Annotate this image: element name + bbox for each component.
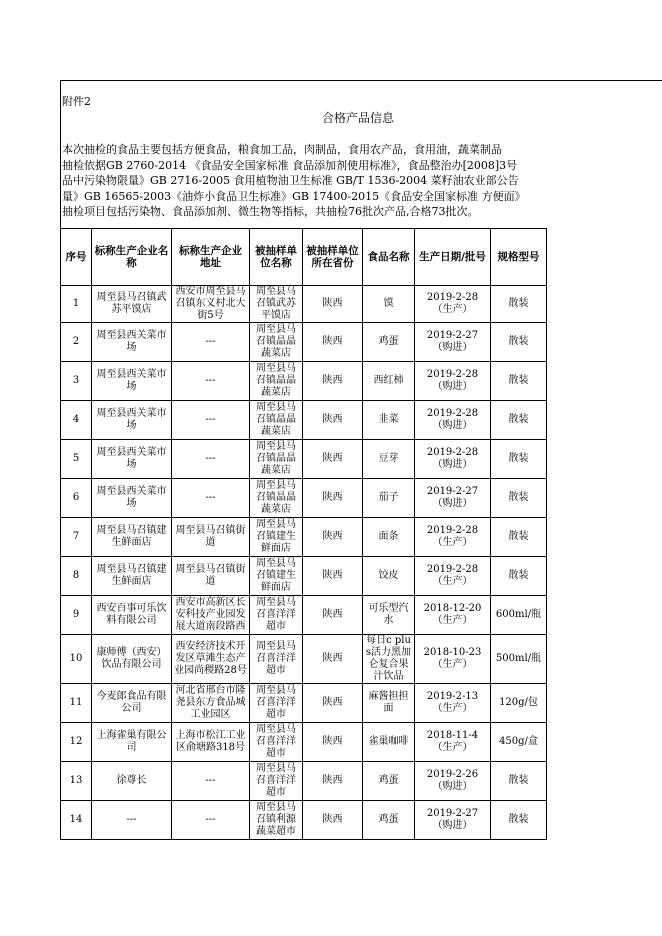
cell-index: 11 xyxy=(61,684,92,723)
cell-food-name: 鸡蛋 xyxy=(363,762,415,801)
cell-manufacturer-address: --- xyxy=(172,401,250,440)
table-header-row xyxy=(61,229,547,286)
cell-spec: 散装 xyxy=(491,557,547,596)
sheet-left-border xyxy=(60,80,61,228)
cell-food-name: 豆芽 xyxy=(363,440,415,479)
header-manufacturer-address: 标称生产企业地址 xyxy=(172,229,250,286)
table-row xyxy=(61,723,547,762)
header-sampled-unit: 被抽样单位名称 xyxy=(250,229,303,286)
cell-sampled-unit: 周至县马召喜洋洋超市 xyxy=(250,635,303,684)
cell-index: 1 xyxy=(61,286,92,323)
cell-food-name: 雀巢咖啡 xyxy=(363,723,415,762)
cell-province: 陕西 xyxy=(303,323,363,362)
table-row xyxy=(61,684,547,723)
table-row xyxy=(61,557,547,596)
cell-manufacturer-address: 西安市周至县马召镇东义村北大街5号 xyxy=(172,286,250,323)
cell-province: 陕西 xyxy=(303,684,363,723)
cell-food-name: 可乐型汽水 xyxy=(363,596,415,635)
cell-sampled-unit: 周至县马召镇建生鲜面店 xyxy=(250,557,303,596)
cell-manufacturer-address: 周至县马召镇街道 xyxy=(172,557,250,596)
cell-index: 8 xyxy=(61,557,92,596)
cell-spec: 450g/盒 xyxy=(491,723,547,762)
table-row xyxy=(61,362,547,401)
cell-sampled-unit: 周至县马召镇晶晶蔬菜店 xyxy=(250,401,303,440)
cell-index: 9 xyxy=(61,596,92,635)
header-food-name: 食品名称 xyxy=(363,229,415,286)
cell-food-name: 面条 xyxy=(363,518,415,557)
cell-spec: 120g/包 xyxy=(491,684,547,723)
cell-food-name: 鸡蛋 xyxy=(363,801,415,840)
cell-date-batch: 2019-2-28（生产） xyxy=(415,286,491,323)
cell-spec: 散装 xyxy=(491,440,547,479)
table-row xyxy=(61,762,547,801)
products-table xyxy=(60,228,547,840)
cell-sampled-unit: 周至县马召镇利源蔬菜超市 xyxy=(250,801,303,840)
table-row xyxy=(61,401,547,440)
cell-province: 陕西 xyxy=(303,401,363,440)
cell-index: 13 xyxy=(61,762,92,801)
cell-manufacturer-address: --- xyxy=(172,479,250,518)
cell-date-batch: 2019-2-28（生产） xyxy=(415,518,491,557)
cell-date-batch: 2019-2-28（购进） xyxy=(415,362,491,401)
cell-spec: 散装 xyxy=(491,286,547,323)
cell-index: 10 xyxy=(61,635,92,684)
cell-manufacturer-name: 周至县西关菜市场 xyxy=(92,401,172,440)
cell-sampled-unit: 周至县马召喜洋洋超市 xyxy=(250,723,303,762)
cell-spec: 散装 xyxy=(491,323,547,362)
cell-province: 陕西 xyxy=(303,801,363,840)
cell-spec: 散装 xyxy=(491,518,547,557)
cell-index: 12 xyxy=(61,723,92,762)
cell-index: 2 xyxy=(61,323,92,362)
cell-province: 陕西 xyxy=(303,635,363,684)
cell-spec: 600ml/瓶 xyxy=(491,596,547,635)
cell-sampled-unit: 周至县马召镇晶晶蔬菜店 xyxy=(250,440,303,479)
table-row xyxy=(61,440,547,479)
cell-sampled-unit: 周至县马召喜洋洋超市 xyxy=(250,762,303,801)
header-manufacturer-name: 标称生产企业名称 xyxy=(92,229,172,286)
cell-province: 陕西 xyxy=(303,596,363,635)
cell-sampled-unit: 周至县马召镇晶晶蔬菜店 xyxy=(250,323,303,362)
cell-manufacturer-name: 周至县西关菜市场 xyxy=(92,323,172,362)
cell-spec: 散装 xyxy=(491,362,547,401)
cell-manufacturer-address: 西安经济技术开发区草滩生态产业园尚稷路28号 xyxy=(172,635,250,684)
cell-spec: 散装 xyxy=(491,401,547,440)
cell-food-name: 韭菜 xyxy=(363,401,415,440)
header-province: 被抽样单位所在省份 xyxy=(303,229,363,286)
cell-spec: 散装 xyxy=(491,479,547,518)
cell-province: 陕西 xyxy=(303,762,363,801)
cell-date-batch: 2019-2-27（购进） xyxy=(415,801,491,840)
cell-date-batch: 2019-2-27（购进） xyxy=(415,479,491,518)
cell-date-batch: 2019-2-28（购进） xyxy=(415,401,491,440)
table-row xyxy=(61,286,547,323)
cell-province: 陕西 xyxy=(303,440,363,479)
table-row xyxy=(61,596,547,635)
table-row xyxy=(61,801,547,840)
cell-food-name: 西红柿 xyxy=(363,362,415,401)
cell-date-batch: 2019-2-28（生产） xyxy=(415,557,491,596)
cell-index: 5 xyxy=(61,440,92,479)
table-row xyxy=(61,518,547,557)
cell-province: 陕西 xyxy=(303,286,363,323)
cell-sampled-unit: 周至县马召镇晶晶蔬菜店 xyxy=(250,362,303,401)
cell-manufacturer-address: --- xyxy=(172,362,250,401)
cell-manufacturer-name: --- xyxy=(92,801,172,840)
cell-food-name: 饺皮 xyxy=(363,557,415,596)
cell-date-batch: 2018-10-23（生产） xyxy=(415,635,491,684)
table-row xyxy=(61,635,547,684)
cell-manufacturer-address: 上海市松江工业区俞塘路318号 xyxy=(172,723,250,762)
cell-food-name: 馍 xyxy=(363,286,415,323)
cell-manufacturer-name: 徐尊长 xyxy=(92,762,172,801)
cell-index: 14 xyxy=(61,801,92,840)
cell-food-name: 每日c plus活力黑加仑复合果汁饮品 xyxy=(363,635,415,684)
cell-province: 陕西 xyxy=(303,362,363,401)
sheet-top-border xyxy=(60,80,662,81)
cell-spec: 500ml/瓶 xyxy=(491,635,547,684)
cell-manufacturer-address: 西安市高新区长安科技产业园发展大道南段路西 xyxy=(172,596,250,635)
cell-index: 4 xyxy=(61,401,92,440)
cell-sampled-unit: 周至县马召镇武苏平馍店 xyxy=(250,286,303,323)
cell-manufacturer-address: --- xyxy=(172,801,250,840)
table-row xyxy=(61,323,547,362)
cell-manufacturer-address: 河北省邢台市隆尧县东方食品城工业园区 xyxy=(172,684,250,723)
header-index: 序号 xyxy=(61,229,92,286)
cell-date-batch: 2018-12-20（生产） xyxy=(415,596,491,635)
cell-manufacturer-name: 今麦郎食品有限公司 xyxy=(92,684,172,723)
description-line: 抽检项目包括污染物、食品添加剂、微生物等指标，共抽检76批次产品,合格73批次。 xyxy=(62,205,479,218)
header-spec: 规格型号 xyxy=(491,229,547,286)
cell-manufacturer-name: 周至县西关菜市场 xyxy=(92,479,172,518)
cell-index: 3 xyxy=(61,362,92,401)
cell-date-batch: 2019-2-26（购进） xyxy=(415,762,491,801)
cell-date-batch: 2018-11-4（生产） xyxy=(415,723,491,762)
cell-index: 7 xyxy=(61,518,92,557)
description xyxy=(62,142,662,220)
cell-manufacturer-name: 西安百事可乐饮料有限公司 xyxy=(92,596,172,635)
cell-province: 陕西 xyxy=(303,723,363,762)
cell-province: 陕西 xyxy=(303,479,363,518)
cell-spec: 散装 xyxy=(491,801,547,840)
description-line: 品中污染物限量》GB 2716-2005 食用植物油卫生标准 GB/T 1536-2004 菜籽油农业部公告 xyxy=(62,174,519,187)
cell-spec: 散装 xyxy=(491,762,547,801)
cell-manufacturer-address: --- xyxy=(172,762,250,801)
cell-sampled-unit: 周至县马召喜洋洋超市 xyxy=(250,684,303,723)
cell-date-batch: 2019-2-27（购进） xyxy=(415,323,491,362)
cell-manufacturer-name: 上海雀巢有限公司 xyxy=(92,723,172,762)
cell-index: 6 xyxy=(61,479,92,518)
cell-manufacturer-name: 周至县马召镇建生鲜面店 xyxy=(92,557,172,596)
page-title: 合格产品信息 xyxy=(322,111,395,125)
cell-manufacturer-name: 康师傅（西安）饮品有限公司 xyxy=(92,635,172,684)
cell-sampled-unit: 周至县马召镇晶晶蔬菜店 xyxy=(250,479,303,518)
cell-manufacturer-name: 周至县西关菜市场 xyxy=(92,362,172,401)
cell-sampled-unit: 周至县马召喜洋洋超市 xyxy=(250,596,303,635)
cell-province: 陕西 xyxy=(303,518,363,557)
cell-manufacturer-address: --- xyxy=(172,323,250,362)
cell-food-name: 茄子 xyxy=(363,479,415,518)
cell-manufacturer-address: 周至县马召镇街道 xyxy=(172,518,250,557)
header-date-batch: 生产日期/批号 xyxy=(415,229,491,286)
cell-province: 陕西 xyxy=(303,557,363,596)
cell-manufacturer-name: 周至县马召镇武苏平馍店 xyxy=(92,286,172,323)
description-line: 量》GB 16565-2003《油炸小食品卫生标准》GB 17400-2015《食品安全国家标准 方便面》 xyxy=(62,189,526,203)
cell-food-name: 麻酱担担面 xyxy=(363,684,415,723)
cell-manufacturer-name: 周至县西关菜市场 xyxy=(92,440,172,479)
cell-manufacturer-address: --- xyxy=(172,440,250,479)
cell-date-batch: 2019-2-13（生产） xyxy=(415,684,491,723)
attachment-label: 附件2 xyxy=(62,95,91,108)
cell-sampled-unit: 周至县马召镇建生鲜面店 xyxy=(250,518,303,557)
cell-date-batch: 2019-2-28（购进） xyxy=(415,440,491,479)
description-line: 抽检依据GB 2760-2014 《食品安全国家标准 食品添加剂使用标准》，食品整治办[2008]3号 xyxy=(62,158,518,172)
cell-food-name: 鸡蛋 xyxy=(363,323,415,362)
cell-manufacturer-name: 周至县马召镇建生鲜面店 xyxy=(92,518,172,557)
description-line: 本次抽检的食品主要包括方便食品，粮食加工品，肉制品，食用农产品，食用油，蔬菜制品 xyxy=(62,143,502,156)
table-row xyxy=(61,479,547,518)
